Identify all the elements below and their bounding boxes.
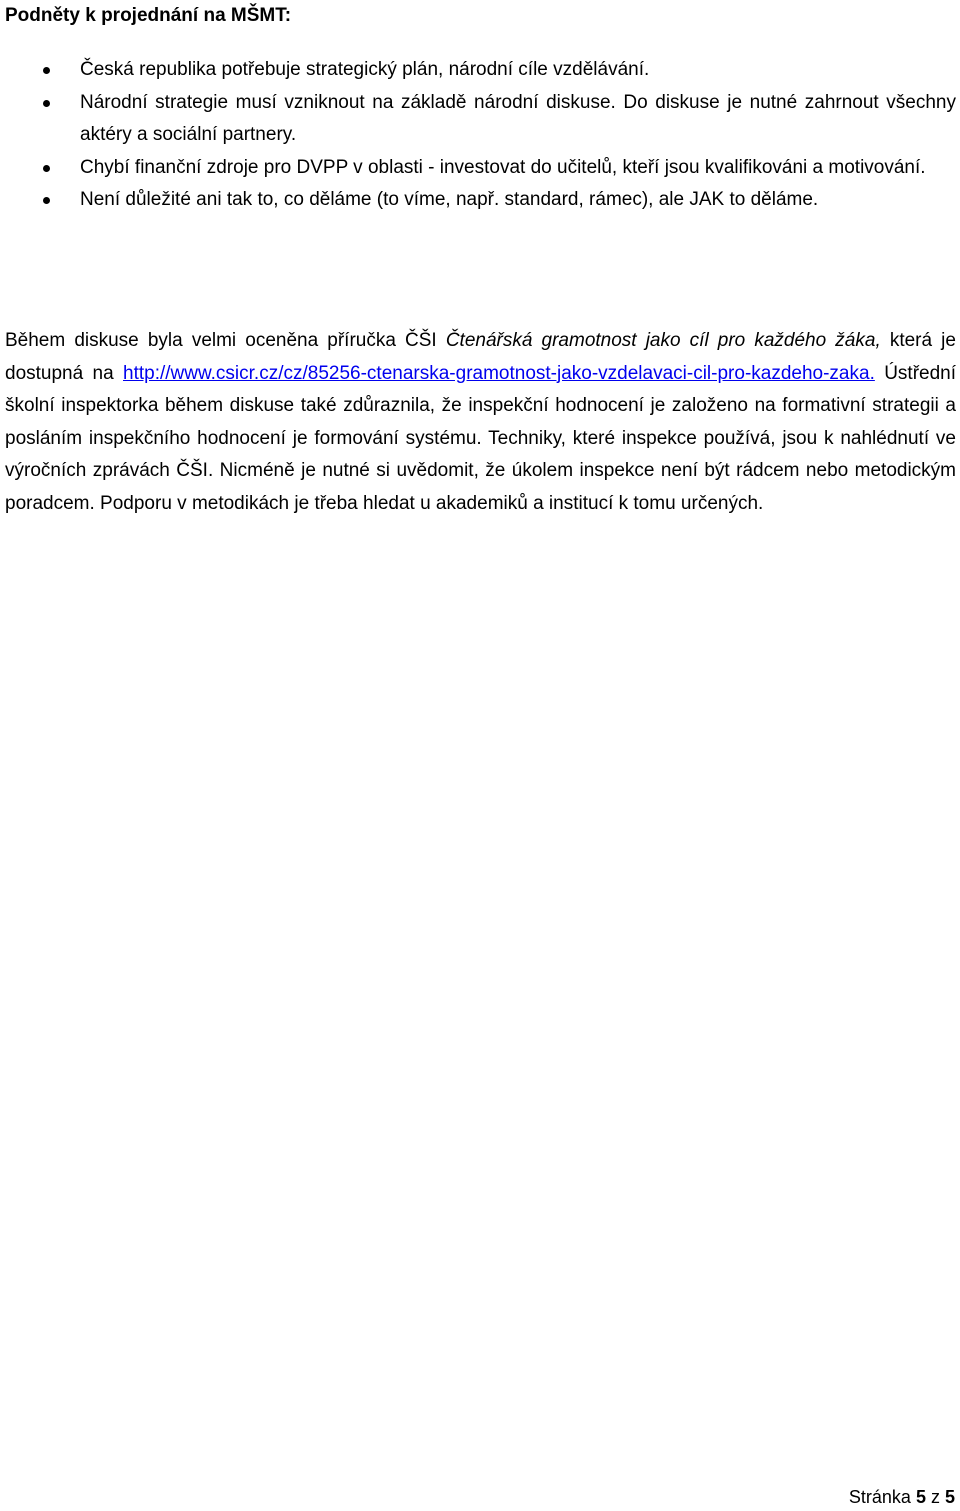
footer-separator: z	[925, 1487, 945, 1507]
bullet-icon	[43, 100, 50, 107]
page-total: 5	[944, 1487, 955, 1507]
list-item-text: Česká republika potřebuje strategický plán, národní cíle vzdělávání.	[80, 59, 650, 80]
bullet-icon	[43, 165, 50, 172]
paragraph-before-link: která je dostupná na	[5, 330, 956, 384]
paragraph-rest: Ústřední školní inspektorka během diskuse také zdůraznila, že inspekční hodnocení je založeno na formativní strategii a posláním inspekčního hodnocení je formování systému. Techniky, které inspekce používá, jsou k nahlédnutí ve výročních zprávách ČŠI. Nicméně je nutné si uvědomit, že úkolem inspekce není být rádcem nebo metodickým poradcem. Podporu v metodikách je třeba hledat u akademiků a institucí k tomu určených.	[5, 362, 957, 514]
list-item	[0, 87, 958, 152]
bullet-icon	[43, 67, 50, 74]
section-heading: Podněty k projednání na MŠMT:	[5, 5, 292, 26]
footer-prefix: Stránka	[848, 1487, 916, 1507]
list-item-text: Není důležité ani tak to, co děláme (to víme, např. standard, rámec), ale JAK to děláme.	[80, 189, 819, 210]
paragraph-lead: Během diskuse byla velmi oceněna příručka ČŠI	[5, 330, 446, 351]
list-item	[0, 184, 958, 217]
publication-link[interactable]: http://www.csicr.cz/cz/85256-ctenarska-gramotnost-jako-vzdelavaci-cil-pro-kazdeho-zaka.	[123, 362, 875, 384]
publication-title: Čtenářská gramotnost jako cíl pro každého žáka,	[445, 330, 881, 351]
list-item-text: Národní strategie musí vzniknout na základě národní diskuse. Do diskuse je nutné zahrnout všechny aktéry a sociální partnery.	[80, 91, 956, 145]
list-item	[0, 152, 958, 185]
bullet-list	[0, 54, 958, 217]
bullet-icon	[43, 197, 50, 204]
list-item	[0, 54, 958, 87]
body-paragraph	[5, 325, 956, 521]
page-footer	[849, 1486, 955, 1508]
page-number: 5	[915, 1487, 926, 1507]
list-item-text: Chybí finanční zdroje pro DVPP v oblasti - investovat do učitelů, kteří jsou kvalifikováni a motivování.	[80, 156, 926, 178]
